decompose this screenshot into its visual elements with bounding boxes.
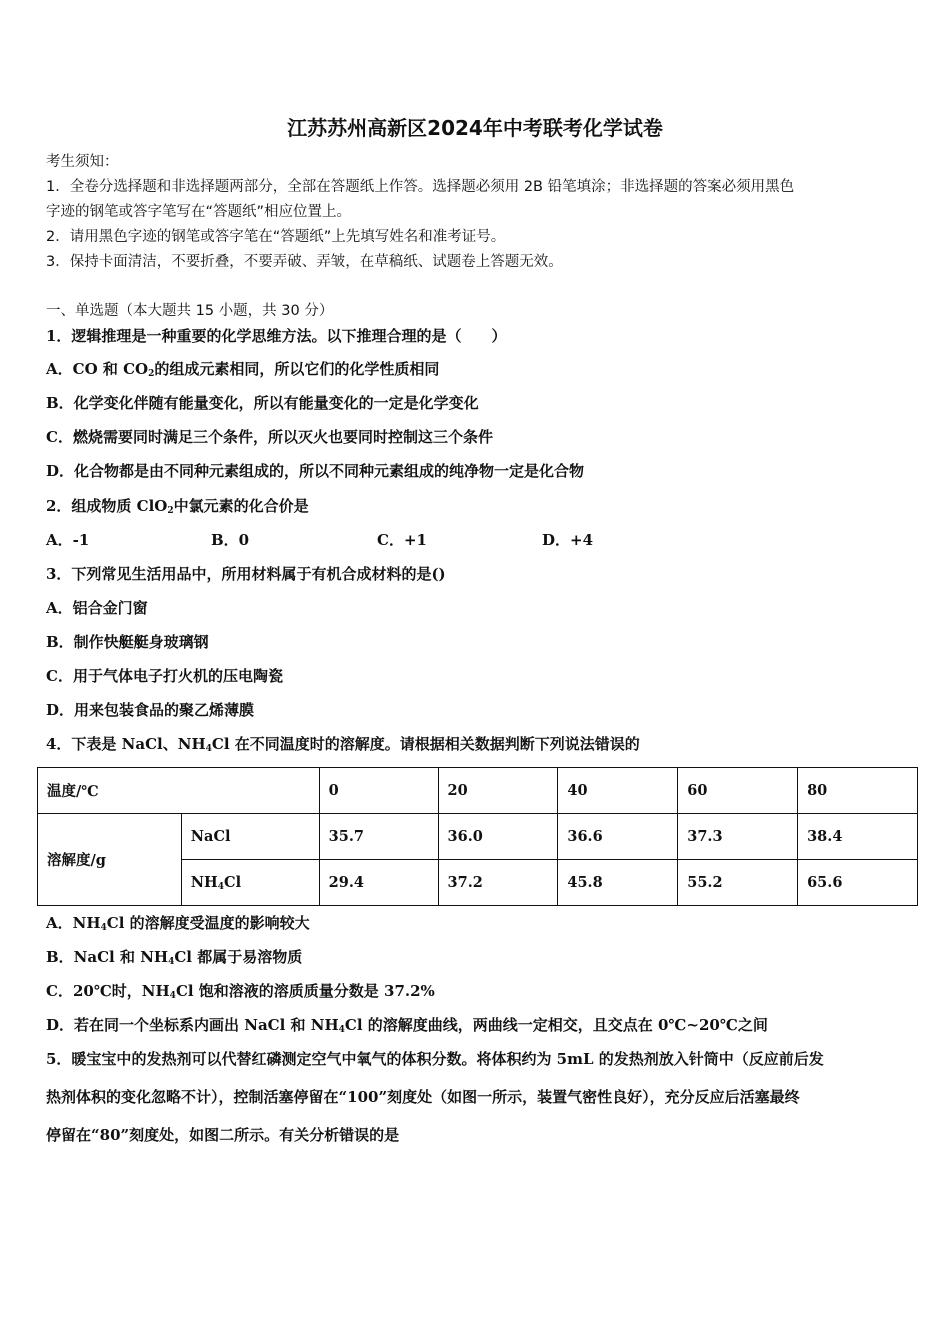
solubility-label-cell: 溶解度/g	[38, 814, 182, 906]
q1-option-a	[46, 359, 910, 384]
q4-option-c	[46, 981, 910, 1006]
temp-header-cell: 温度/℃	[38, 768, 320, 814]
q1-a-pre: A．CO 和 CO	[46, 360, 149, 378]
q5-stem-line-1: 5．暖宝宝中的发热剂可以代替红磷测定空气中氧气的体积分数。将体积约为 5mL 的发热剂放入针筒中（反应前后发	[46, 1050, 824, 1068]
nacl-value-cell: 38.4	[798, 814, 918, 860]
q4-stem-p2: Cl 在不同温度时的溶解度。请根据相关数据判断下列说法错误的	[211, 735, 640, 753]
q4-a-post: Cl 的溶解度受温度的影响较大	[106, 914, 310, 932]
q1-stem: 1．逻辑推理是一种重要的化学思维方法。以下推理合理的是（ ）	[46, 327, 507, 345]
q4-stem-p1: 4．下表是 NaCl、NH	[46, 735, 206, 753]
q2-option-a: A．-1	[46, 531, 90, 549]
q3-option-a: A．铝合金门窗	[46, 599, 148, 617]
nh4cl-value-cell: 29.4	[319, 860, 438, 906]
nh4cl-pre: NH	[190, 873, 218, 891]
q5-stem-line-3: 停留在“80”刻度处，如图二所示。有关分析错误的是	[46, 1126, 400, 1144]
q1-option-c: C．燃烧需要同时满足三个条件，所以灭火也要同时控制这三个条件	[46, 428, 493, 446]
q1-option-d: D．化合物都是由不同种元素组成的，所以不同种元素组成的纯净物一定是化合物	[46, 462, 585, 480]
temp-cell: 20	[438, 768, 558, 814]
nh4cl-value-cell: 55.2	[678, 860, 798, 906]
q3-option-d: D．用来包装食品的聚乙烯薄膜	[46, 701, 255, 719]
q4-c-post: Cl 饱和溶液的溶质质量分数是 37.2%	[175, 982, 435, 1000]
temp-cell: 60	[678, 768, 798, 814]
nacl-value-cell: 36.6	[558, 814, 678, 860]
notice-heading: 考生须知：	[46, 154, 119, 170]
notice-item-3: 3．保持卡面清洁，不要折叠，不要弄破、弄皱，在草稿纸、试题卷上答题无效。	[46, 254, 563, 270]
q2-stem-post: 中氯元素的化合价是	[173, 497, 309, 515]
nacl-value-cell: 37.3	[678, 814, 798, 860]
q4-b-sub: 4	[168, 957, 175, 967]
q4-option-b	[46, 947, 910, 972]
temp-cell: 40	[558, 768, 678, 814]
nh4cl-name-cell	[181, 860, 319, 906]
q4-d-sub: 4	[338, 1025, 345, 1035]
nacl-value-cell: 35.7	[319, 814, 438, 860]
q3-stem: 3．下列常见生活用品中，所用材料属于有机合成材料的是()	[46, 565, 446, 583]
q4-stem-sub: 4	[205, 744, 212, 754]
q2-stem-sub: 2	[167, 506, 174, 516]
q2-option-c: C．+1	[377, 531, 427, 549]
q3-option-c: C．用于气体电子打火机的压电陶瓷	[46, 667, 283, 685]
q1-a-post: 的组成元素相同，所以它们的化学性质相同	[154, 360, 440, 378]
temp-cell: 0	[319, 768, 438, 814]
notice-item-1a: 1．全卷分选择题和非选择题两部分，全部在答题纸上作答。选择题必须用 2B 铅笔填涂；非选择题的答案必须用黑色	[46, 179, 795, 195]
nacl-name-cell: NaCl	[181, 814, 319, 860]
q2-stem	[46, 496, 910, 521]
q4-a-pre: A．NH	[46, 914, 101, 932]
nh4cl-sub: 4	[217, 881, 225, 892]
q5-stem-line-2: 热剂体积的变化忽略不计），控制活塞停留在“100”刻度处（如图一所示，装置气密性良好），充分反应后活塞最终	[46, 1088, 800, 1106]
table-row	[38, 768, 918, 814]
q1-option-b: B．化学变化伴随有能量变化，所以有能量变化的一定是化学变化	[46, 394, 479, 412]
q4-d-post: Cl 的溶解度曲线，两曲线一定相交，且交点在 0℃~20℃之间	[344, 1016, 768, 1034]
q2-stem-pre: 2．组成物质 ClO	[46, 497, 168, 515]
q3-option-b: B．制作快艇艇身玻璃钢	[46, 633, 209, 651]
notice-item-2: 2．请用黑色字迹的钢笔或答字笔在“答题纸”上先填写姓名和准考证号。	[46, 229, 506, 245]
q4-a-sub: 4	[100, 923, 107, 933]
q4-option-a	[46, 913, 910, 938]
nh4cl-post: Cl	[224, 873, 242, 891]
q4-c-pre: C．20℃时，NH	[46, 982, 170, 1000]
notice-item-1b: 字迹的钢笔或答字笔写在“答题纸”相应位置上。	[46, 204, 352, 220]
q4-option-d	[46, 1015, 910, 1040]
q4-b-post: Cl 都属于易溶物质	[174, 948, 303, 966]
solubility-table	[37, 767, 918, 906]
section-heading: 一、单选题（本大题共 15 小题，共 30 分）	[46, 303, 334, 319]
q1-a-sub: 2	[148, 369, 155, 379]
q4-d-pre: D．若在同一个坐标系内画出 NaCl 和 NH	[46, 1016, 339, 1034]
nh4cl-value-cell: 37.2	[438, 860, 558, 906]
q4-b-pre: B．NaCl 和 NH	[46, 948, 169, 966]
nacl-value-cell: 36.0	[438, 814, 558, 860]
q2-option-d: D．+4	[542, 531, 594, 549]
q4-stem	[46, 734, 910, 759]
table-row	[38, 814, 918, 860]
nh4cl-value-cell: 65.6	[798, 860, 918, 906]
nh4cl-value-cell: 45.8	[558, 860, 678, 906]
q2-option-b: B．0	[211, 531, 250, 549]
page-title: 江苏苏州高新区2024年中考联考化学试卷	[287, 116, 663, 140]
q4-c-sub: 4	[169, 991, 176, 1001]
temp-cell: 80	[798, 768, 918, 814]
